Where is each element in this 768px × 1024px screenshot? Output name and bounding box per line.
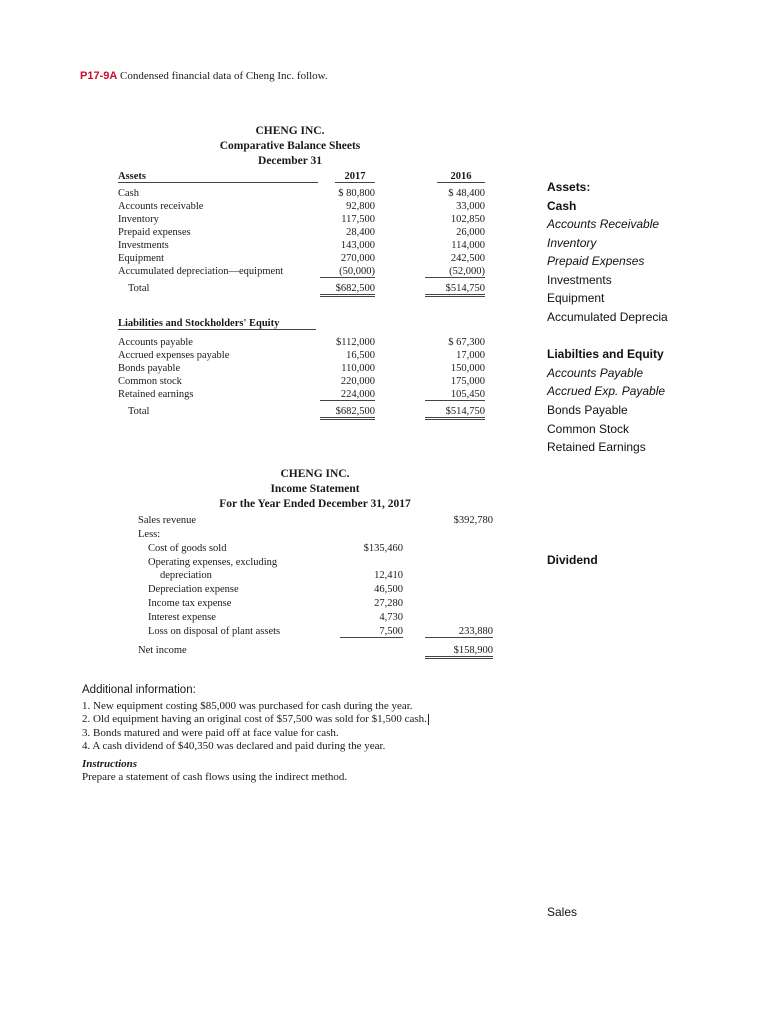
problem-text: Condensed financial data of Cheng Inc. follow. <box>120 70 328 82</box>
is-period: For the Year Ended December 31, 2017 <box>219 498 411 510</box>
problem-code: P17-9A <box>80 70 118 82</box>
row-value-2017: 117,500 <box>341 214 375 225</box>
notes-liab-item: Common Stock <box>547 422 630 436</box>
notes-liab-item: Accounts Payable <box>547 366 644 380</box>
notes-asset-item: Investments <box>547 273 612 287</box>
row-value-2017: $ 80,800 <box>338 188 375 199</box>
additional-item: 2. Old equipment having an original cost of $57,500 was sold for $1,500 cash. <box>82 713 427 725</box>
interest-label: Interest expense <box>148 612 216 623</box>
notes-asset-item: Cash <box>547 199 577 213</box>
row-value-2017: 220,000 <box>340 376 375 387</box>
sales-label: Sales revenue <box>138 515 197 526</box>
balance-sheet-heading <box>180 124 400 169</box>
row-value-2016: $514,750 <box>425 283 485 297</box>
row-value-2016: $ 48,400 <box>448 188 485 199</box>
notes-liab-title: Liabilties and Equity <box>547 347 664 361</box>
bs-title: Comparative Balance Sheets <box>219 140 361 152</box>
bs-date: December 31 <box>258 155 322 167</box>
notes-asset-item: Equipment <box>547 291 605 305</box>
row-value-2016: 26,000 <box>456 227 485 238</box>
row-value-2017: 92,800 <box>346 201 375 212</box>
row-value-2017: 16,500 <box>346 350 375 361</box>
bs-company: CHENG INC. <box>255 125 325 137</box>
problem-heading <box>80 70 328 82</box>
notes-dividend: Dividend <box>547 553 598 567</box>
row-label: Accrued expenses payable <box>118 350 230 361</box>
row-value-2017: (50,000) <box>320 266 375 278</box>
row-label: Accounts receivable <box>118 201 204 212</box>
opex-value: 12,410 <box>374 570 403 581</box>
row-label: Total <box>128 406 150 417</box>
row-value-2016: 33,000 <box>456 201 485 212</box>
instructions-label: Instructions <box>82 757 138 770</box>
loss-value: 7,500 <box>340 626 403 638</box>
row-label: Common stock <box>118 376 182 387</box>
dep-label: Depreciation expense <box>148 584 239 595</box>
row-value-2016: 102,850 <box>450 214 485 225</box>
notes-asset-item: Inventory <box>547 236 597 250</box>
row-label: Retained earnings <box>118 389 194 400</box>
row-value-2016: $ 67,300 <box>448 337 485 348</box>
instructions-text: Prepare a statement of cash flows using the indirect method. <box>82 771 348 783</box>
notes-asset-item: Accounts Receivable <box>547 217 660 231</box>
row-value-2016: 150,000 <box>450 363 485 374</box>
cogs-label: Cost of goods sold <box>148 543 227 554</box>
row-value-2017: 224,000 <box>320 389 375 401</box>
opex-label-line1: Operating expenses, excluding <box>148 557 278 568</box>
liab-header: Liabilities and Stockholders' Equity <box>118 318 316 330</box>
row-value-2016: 17,000 <box>456 350 485 361</box>
interest-value: 4,730 <box>379 612 403 623</box>
additional-title: Additional information: <box>82 684 196 696</box>
row-value-2016: 105,450 <box>425 389 485 401</box>
total-expenses: 233,880 <box>425 626 493 638</box>
net-income-label: Net income <box>138 645 187 656</box>
sales-value: $392,780 <box>453 515 493 526</box>
is-title: Income Statement <box>270 483 360 495</box>
row-value-2016: 175,000 <box>450 376 485 387</box>
row-label: Inventory <box>118 214 159 225</box>
less-label: Less: <box>138 529 161 540</box>
year-2016: 2016 <box>437 171 485 183</box>
net-income-value: $158,900 <box>425 645 493 659</box>
additional-item: 1. New equipment costing $85,000 was purchased for cash during the year. <box>82 699 413 712</box>
additional-item: 3. Bonds matured and were paid off at face value for cash. <box>82 726 339 739</box>
notes-asset-item: Accumulated Deprecia <box>547 310 668 324</box>
row-value-2017: $112,000 <box>336 337 375 348</box>
row-value-2016: (52,000) <box>425 266 485 278</box>
additional-item: 4. A cash dividend of $40,350 was declared and paid during the year. <box>82 740 386 752</box>
row-value-2017: $682,500 <box>320 406 375 420</box>
notes-liab-item: Retained Earnings <box>547 440 646 454</box>
row-label: Bonds payable <box>118 363 181 374</box>
tax-label: Income tax expense <box>148 598 232 609</box>
notes-liab-item: Bonds Payable <box>547 403 628 417</box>
row-value-2017: 110,000 <box>341 363 375 374</box>
row-value-2017: 143,000 <box>340 240 375 251</box>
opex-label-line2: depreciation <box>160 570 212 581</box>
row-value-2016: 242,500 <box>450 253 485 264</box>
notes-assets-title: Assets: <box>547 180 591 194</box>
additional-item-2 <box>82 713 429 727</box>
row-value-2017: 28,400 <box>346 227 375 238</box>
row-label: Equipment <box>118 253 165 264</box>
notes-sales: Sales <box>547 905 578 919</box>
assets-header: Assets <box>118 171 318 183</box>
row-label: Accumulated depreciation—equipment <box>118 266 284 277</box>
year-2017: 2017 <box>335 171 375 183</box>
additional-information <box>82 684 429 785</box>
row-value-2016: 114,000 <box>451 240 485 251</box>
row-label: Total <box>128 283 150 294</box>
notes-asset-item: Prepaid Expenses <box>547 254 645 268</box>
row-value-2017: $682,500 <box>320 283 375 297</box>
income-statement-heading <box>140 467 490 512</box>
dep-value: 46,500 <box>374 584 403 595</box>
notes-liab-item: Accrued Exp. Payable <box>547 384 666 398</box>
loss-label: Loss on disposal of plant assets <box>148 626 281 637</box>
row-label: Accounts payable <box>118 337 193 348</box>
row-value-2016: $514,750 <box>425 406 485 420</box>
row-label: Investments <box>118 240 169 251</box>
cogs-value: $135,460 <box>363 543 403 554</box>
is-company: CHENG INC. <box>280 468 350 480</box>
text-cursor <box>428 714 429 725</box>
row-label: Cash <box>118 188 139 199</box>
tax-value: 27,280 <box>374 598 403 609</box>
row-value-2017: 270,000 <box>340 253 375 264</box>
row-label: Prepaid expenses <box>118 227 191 238</box>
